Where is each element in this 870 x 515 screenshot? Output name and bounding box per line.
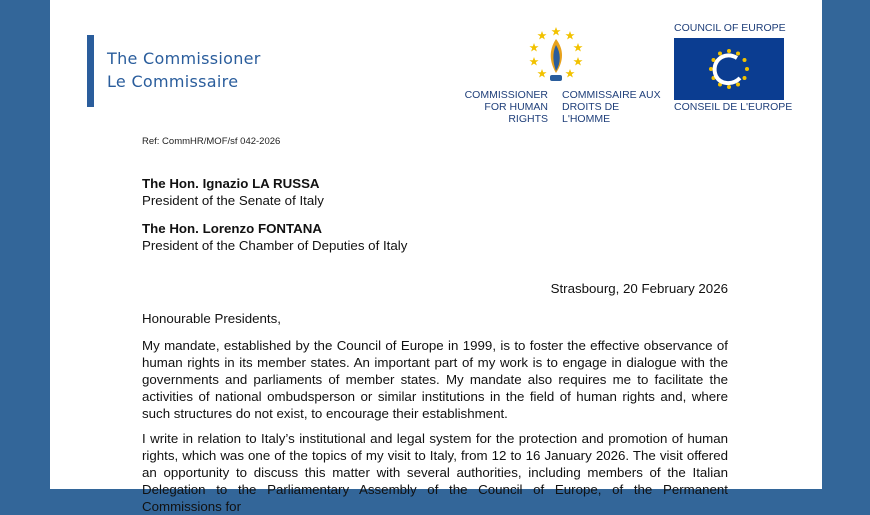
recipient-name: The Hon. Ignazio LA RUSSA (142, 176, 320, 191)
commissioner-logo (450, 25, 661, 125)
recipient-title: President of the Chamber of Deputies of Italy (142, 238, 408, 253)
chr-logo-text-fr: COMMISSAIRE AUX DROITS DE L'HOMME (562, 89, 661, 125)
reference-number: Ref: CommHR/MOF/sf 042-2026 (142, 136, 281, 147)
recipient-title: President of the Senate of Italy (142, 193, 324, 208)
coe-title: COUNCIL OF EUROPE (674, 22, 786, 34)
recipient-block-2 (142, 220, 407, 254)
chr-logo-text-en: COMMISSIONER FOR HUMAN RIGHTS (464, 89, 548, 125)
coe-subtitle: CONSEIL DE L'EUROPE (674, 101, 793, 113)
body-paragraph-2: I write in relation to Italy’s institutional and legal system for the protection and promotion of human rights, which was one of the topics of my visit to Italy, from 12 to 16 January 2026. The visit offered an opportunity to discuss this matter with several authorities, including members of the Italian Delegation to the Parliamentary Assembly of the Council of Europe, of the Permanent Commissions for (142, 431, 728, 514)
salutation: Honourable Presidents, (142, 311, 281, 326)
office-title-fr: Le Commissaire (107, 72, 239, 91)
commissioner-header (87, 35, 261, 107)
flame-stars-icon (528, 25, 584, 85)
coe-flag-icon (674, 38, 784, 100)
body-paragraph-1: My mandate, established by the Council of Europe in 1999, is to foster the effective observance of human rights in its member states. An important part of my work is to engage in dialogue with the governments and parliaments of member states. My mandate also requires me to facilitate the activities of national ombudsperson or similar institutions in the field of human rights and, where such structures do not exist, to encourage their establishment. (142, 338, 728, 421)
recipient-name: The Hon. Lorenzo FONTANA (142, 221, 322, 236)
office-title-en: The Commissioner (107, 49, 261, 68)
letter-page (50, 0, 822, 514)
recipient-block-1 (142, 175, 324, 209)
council-of-europe-logo (674, 22, 793, 114)
letter-date: Strasbourg, 20 February 2026 (550, 281, 728, 296)
